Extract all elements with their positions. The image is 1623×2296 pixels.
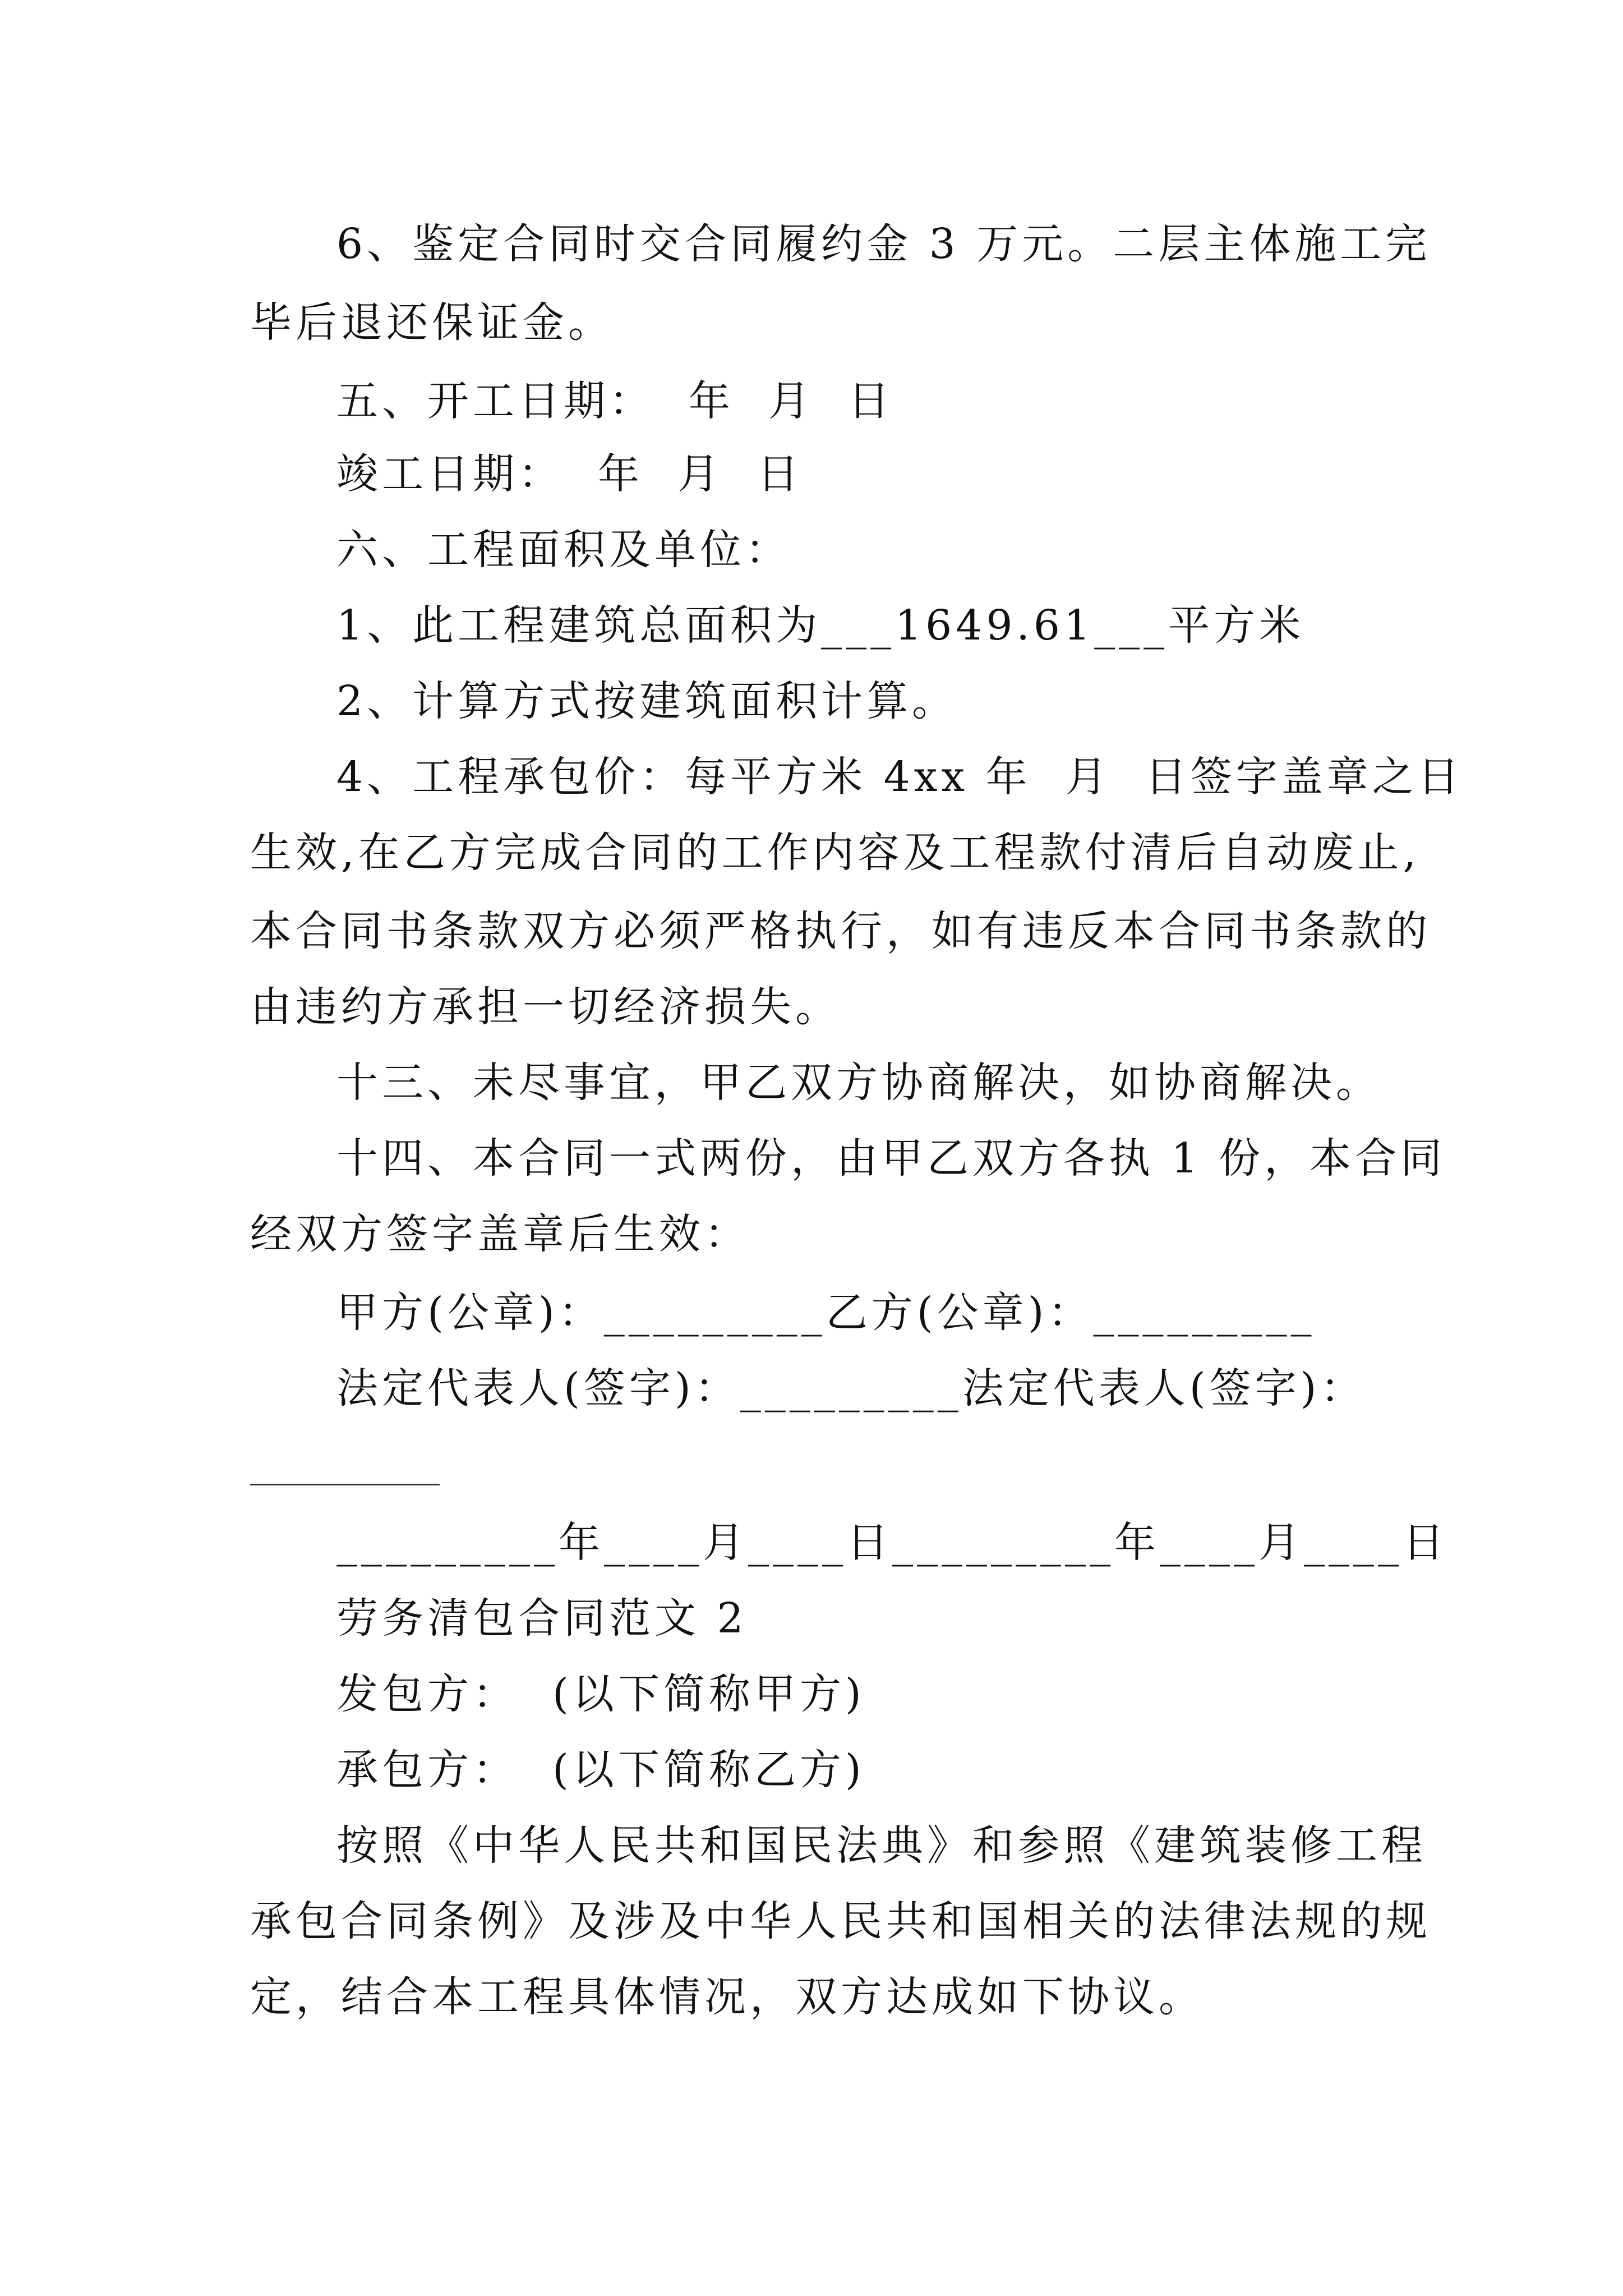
employer-line: 发包方： (以下简称甲方) (336, 1670, 865, 1718)
preamble-paragraph: 按照《中华人民共和国民法典》和参照《建筑装修工程 (336, 1821, 1427, 1870)
total-area-line: 1、此工程建筑总面积为___1649.61___平方米 (336, 601, 1305, 650)
clause-fourteen: 十四、本合同一式两份，由甲乙双方各执 1 份，本合同 (336, 1134, 1446, 1182)
contractor-line: 承包方： (以下简称乙方) (336, 1746, 865, 1794)
completion-date-line: 竣工日期： 年 月 日 (336, 450, 803, 498)
party-seal-line: 甲方(公章)：_________乙方(公章)：_________ (336, 1289, 1316, 1337)
clause-thirteen: 十三、未尽事宜，甲乙双方协商解决，如协商解决。 (336, 1059, 1381, 1107)
contract-price-paragraph-line4: 由违约方承担一切经济损失。 (250, 983, 841, 1031)
preamble-paragraph-line2: 承包合同条例》及涉及中华人民共和国相关的法律法规的规 (250, 1897, 1431, 1945)
start-date-line: 五、开工日期： 年 月 日 (336, 377, 894, 425)
clause-fourteen-cont: 经双方签字盖章后生效： (250, 1210, 750, 1258)
legal-representative-line: 法定代表人(签字)：_________法定代表人(签字)： (336, 1364, 1366, 1412)
contract-price-paragraph-line3: 本合同书条款双方必须严格执行，如有违反本合同书条款的 (250, 907, 1431, 955)
contract-price-paragraph-line2: 生效,在乙方完成合同的工作内容及工程款付清后自动废止, (250, 829, 1421, 877)
paragraph-performance-bond-cont: 毕后退还保证金。 (250, 298, 614, 347)
preamble-paragraph-line3: 定，结合本工程具体情况，双方达成如下协议。 (250, 1973, 1204, 2021)
section-title-contract-2: 劳务清包合同范文 2 (336, 1594, 748, 1642)
section-heading-area: 六、工程面积及单位： (336, 526, 791, 574)
date-signature-line: _________年____月____日_________年____月____日 (336, 1519, 1448, 1567)
signature-blank-underline (250, 1484, 440, 1485)
paragraph-performance-bond: 6、鉴定合同时交合同履约金 3 万元。二层主体施工完 (336, 220, 1431, 268)
contract-price-paragraph: 4、工程承包价：每平方米 4xx 年 月 日签字盖章之日 (336, 753, 1463, 801)
calculation-method-line: 2、计算方式按建筑面积计算。 (336, 677, 958, 725)
